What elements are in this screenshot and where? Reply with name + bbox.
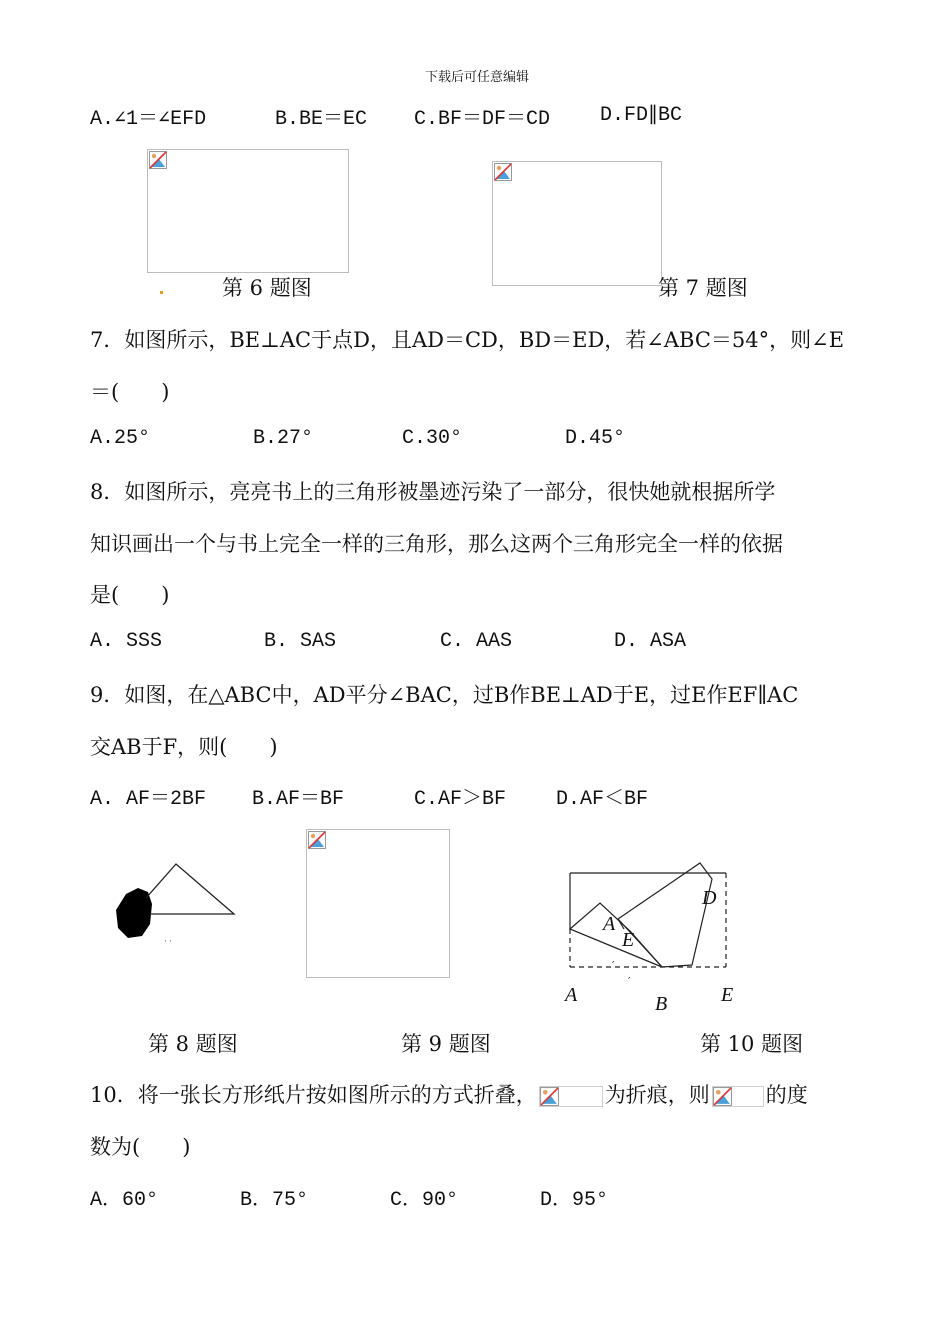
fig10-label-a: A [565, 984, 578, 1006]
q9-line1: 9．如图，在△ABC中，AD平分∠BAC，过B作BE⊥AD于E，过E作EF∥AC [90, 683, 799, 707]
figure-9-image [306, 829, 450, 978]
q7-line1: 7．如图所示，BE⊥AC于点D，且AD＝CD，BD＝ED，若∠ABC＝54°，则∠E [90, 328, 845, 352]
page-header: 下载后可任意编辑 [425, 70, 530, 85]
figure-9-caption: 第 9 题图 [401, 1032, 491, 1056]
figure-8-caption: 第 8 题图 [148, 1032, 238, 1056]
figure-10-caption: 第 10 题图 [700, 1032, 804, 1056]
angle-image [712, 1086, 764, 1107]
q8-line1: 8．如图所示，亮亮书上的三角形被墨迹污染了一部分，很快她就根据所学 [90, 480, 776, 504]
broken-image-icon [308, 831, 326, 849]
broken-image-icon [149, 151, 167, 169]
svg-text:′: ′ [628, 975, 631, 988]
q6-option-a: A.∠1＝∠EFD [90, 108, 207, 131]
broken-image-icon [494, 163, 512, 181]
q9-line2: 交AB于F，则( ) [90, 735, 278, 759]
figure-6-caption: 第 6 题图 [222, 276, 312, 300]
q10-option-c: C．90° [390, 1189, 459, 1212]
q10-text-c: 的度 [765, 1083, 808, 1107]
figure-6-image [147, 149, 349, 273]
q10-text-a: 10．将一张长方形纸片按如图所示的方式折叠， [90, 1083, 537, 1107]
figure-10-drawing [560, 855, 740, 1015]
q6-option-d: D.FD∥BC [600, 104, 683, 127]
q7-line2: ＝( ) [90, 380, 170, 404]
mark-dot [160, 291, 163, 294]
q8-option-b: B. SAS [264, 630, 337, 653]
q7-option-a: A.25° [90, 427, 151, 450]
q7-option-c: C.30° [402, 427, 463, 450]
q8-option-a: A. SSS [90, 630, 163, 653]
q10-option-a: A．60° [90, 1189, 159, 1212]
q8-option-d: D. ASA [614, 630, 687, 653]
triangle-outline [146, 864, 234, 914]
q7-option-d: D.45° [565, 427, 626, 450]
svg-text:′: ′ [612, 959, 615, 972]
q10-line2: 数为( ) [90, 1135, 191, 1159]
q10-line1 [90, 1079, 808, 1109]
q6-option-c: C.BF＝DF＝CD [414, 108, 551, 131]
fig10-label-d: D [702, 887, 717, 909]
q9-option-d: D.AF＜BF [556, 788, 649, 811]
q8-option-c: C. AAS [440, 630, 513, 653]
ink-blot [116, 888, 152, 938]
q8-line3: 是( ) [90, 583, 170, 607]
figure-7-caption: 第 7 题图 [658, 276, 748, 300]
svg-text:· ·: · · [164, 937, 172, 946]
q10-text-b: 为折痕，则 [604, 1083, 710, 1107]
broken-image-icon [713, 1087, 732, 1106]
q9-option-a: A. AF＝2BF [90, 788, 207, 811]
fig10-label-e-inner: E [622, 929, 635, 951]
fold-line-image [539, 1086, 603, 1107]
q10-option-d: D．95° [540, 1189, 609, 1212]
fig10-label-e: E [721, 984, 734, 1006]
broken-image-icon [540, 1087, 559, 1106]
fig10-label-a-inner: A [603, 913, 616, 935]
fig10-label-b: B [655, 993, 668, 1015]
q9-option-b: B.AF＝BF [252, 788, 345, 811]
q7-option-b: B.27° [253, 427, 314, 450]
q6-option-b: B.BE＝EC [275, 108, 368, 131]
figure-8-drawing [110, 858, 240, 948]
q8-line2: 知识画出一个与书上完全一样的三角形，那么这两个三角形完全一样的依据 [90, 532, 783, 556]
q10-option-b: B．75° [240, 1189, 309, 1212]
figure-7-image [492, 161, 662, 286]
q9-option-c: C.AF＞BF [414, 788, 507, 811]
